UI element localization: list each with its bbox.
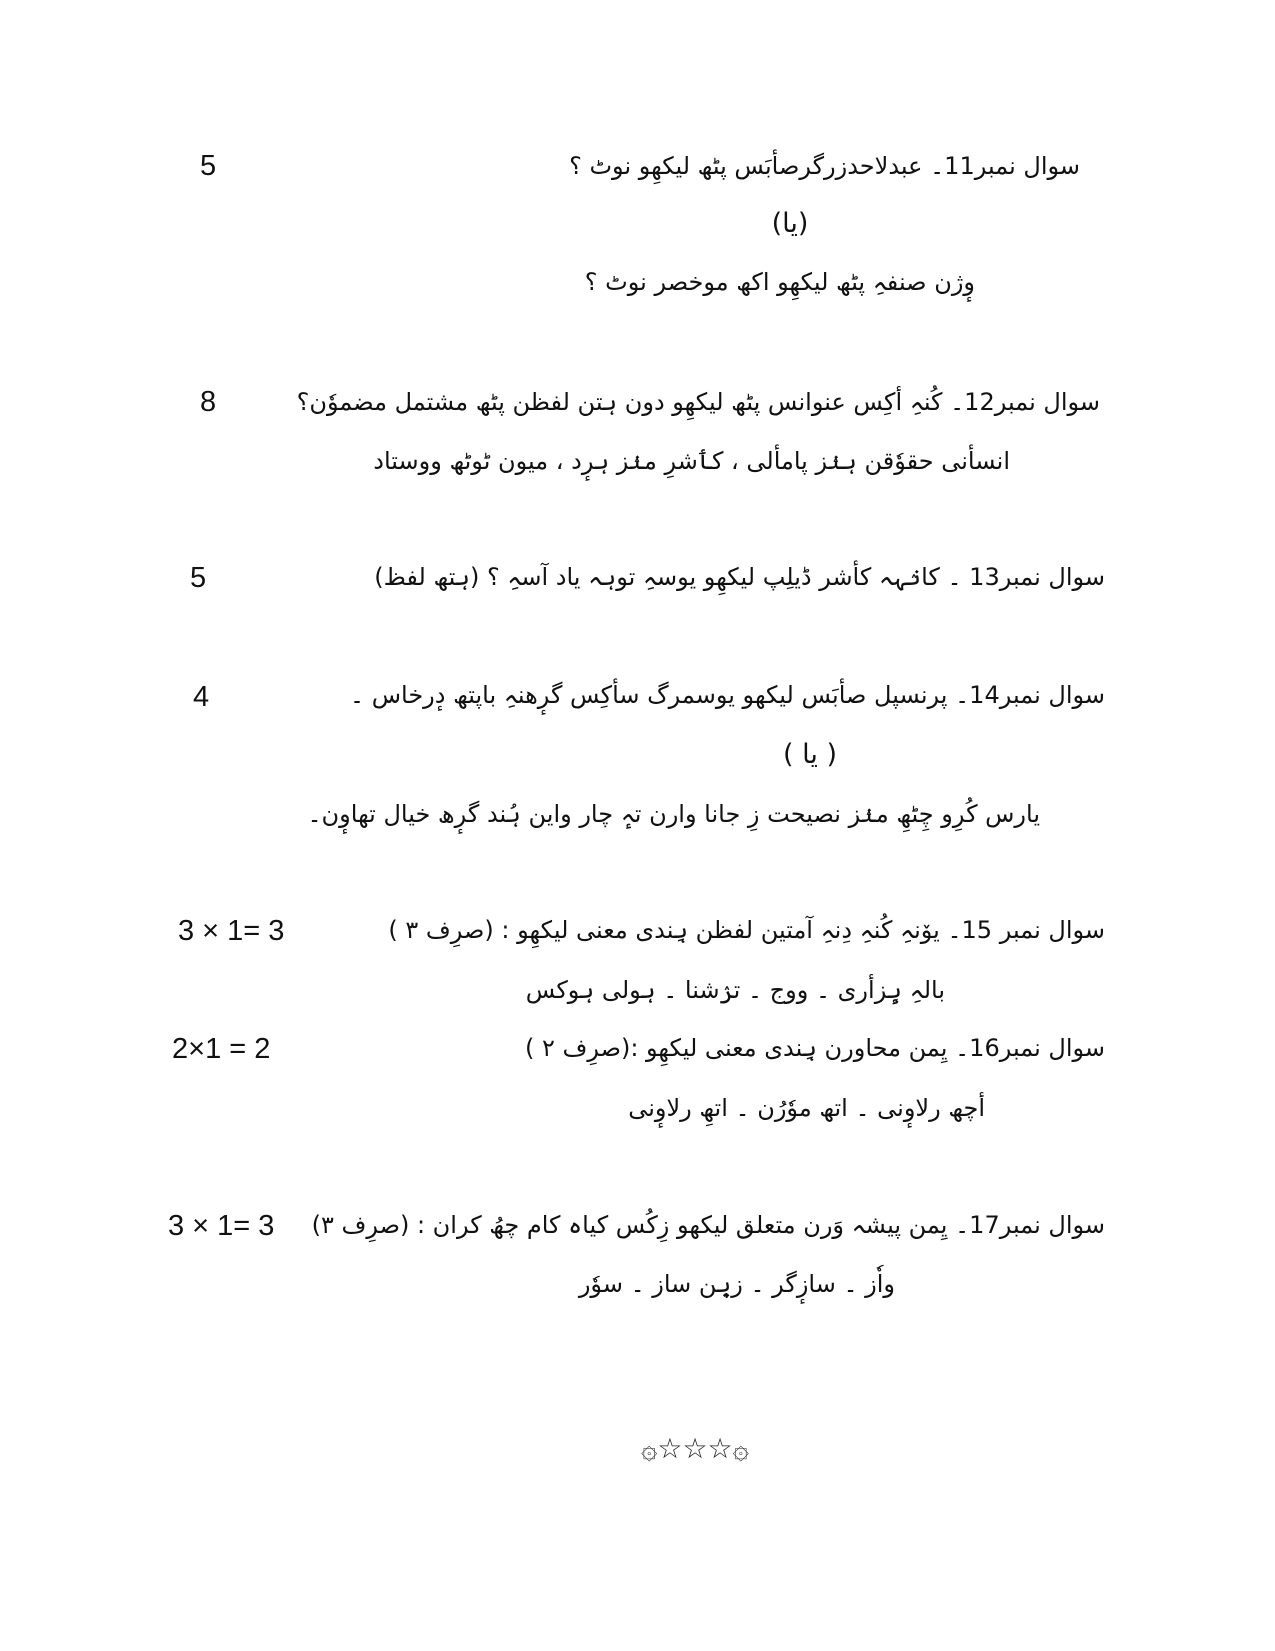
q15-text: سوال نمبر 15۔ یوٚنہِ کُنہِ دِنہِ آمتین لفظن ہِندی معنی لیکھِو : (صرِف ۳ ) (388, 916, 1105, 944)
q12-topics: انسأنی حقوٗقن ہنٛز پامألی ، کٲشرِ منٛز ہرٕد ، میون ٹوٹھ ووستاد (373, 447, 1010, 475)
q11-alt-text: وٕژن صنفہِ پٹھ لیکھِو اکھ موخصر نوٹ ؟ (584, 268, 975, 296)
q13-text: سوال نمبر13 ۔ کانٛہہ کأشر ڈیلِپ لیکھِو یوسہِ توہہ یاد آسہِ ؟ (ہتھ لفظ) (374, 563, 1105, 591)
q17-marks: 3 × 1= 3 (168, 1210, 275, 1242)
q17-text: سوال نمبر17۔ یِمن پیشہ وَرن متعلق لیکھو زِکُس کیاہ کام چھُ کران : (صرِف ۳) (311, 1211, 1105, 1239)
q11-marks: 5 (200, 150, 217, 182)
q14-marks: 4 (193, 681, 210, 713)
q13-marks: 5 (190, 562, 207, 594)
q11-text: سوال نمبر11۔ عبدلاحدزرگرصأبَس پٹھ لیکھِو نوٹ ؟ (569, 152, 1080, 180)
q16-marks: 2×1 = 2 (172, 1033, 271, 1065)
q12-marks: 8 (200, 386, 217, 418)
footer-star-ornament: ۞☆☆☆۞ (640, 1431, 750, 1465)
q17-words: واٗز ۔ سازٕگر ۔ زیٖن ساز ۔ سوٗر (578, 1270, 895, 1298)
q14-text: سوال نمبر14۔ پرنسپل صأبَس لیکھو یوسمرگ سأکِس گرٕھنہِ باپتھ دٕرخاس ۔ (350, 681, 1105, 709)
q15-words: بالہِ ہٕزأری ۔ ووج ۔ ترٛشنا ۔ ہولی ہوکس (525, 976, 945, 1004)
q12-text: سوال نمبر12۔ کُنہِ أکِس عنوانس پٹھ لیکھِو دون ہتن لفظن پٹھ مشتمل مضموٗن؟ (296, 388, 1100, 416)
q11-or-label: (یا) (771, 208, 809, 239)
q16-text: سوال نمبر16۔ یِمن محاورن ہِندی معنی لیکھِو :(صرِف ۲ ) (524, 1034, 1105, 1062)
q14-or-label: ( یا ) (783, 739, 837, 770)
q16-words: أچھ رلاوٕنی ۔ اتھ موٗرُن ۔ اتھِ رلاوٕنی (628, 1094, 985, 1122)
q14-alt-text: یارس کُرِو چِٹھِ منٛز نصیحت زِ جانا وارن تہٕ چار واین ہُند گرٕھ خیال تھاوٕن۔ (307, 800, 1040, 828)
q15-marks: 3 × 1= 3 (178, 915, 285, 947)
